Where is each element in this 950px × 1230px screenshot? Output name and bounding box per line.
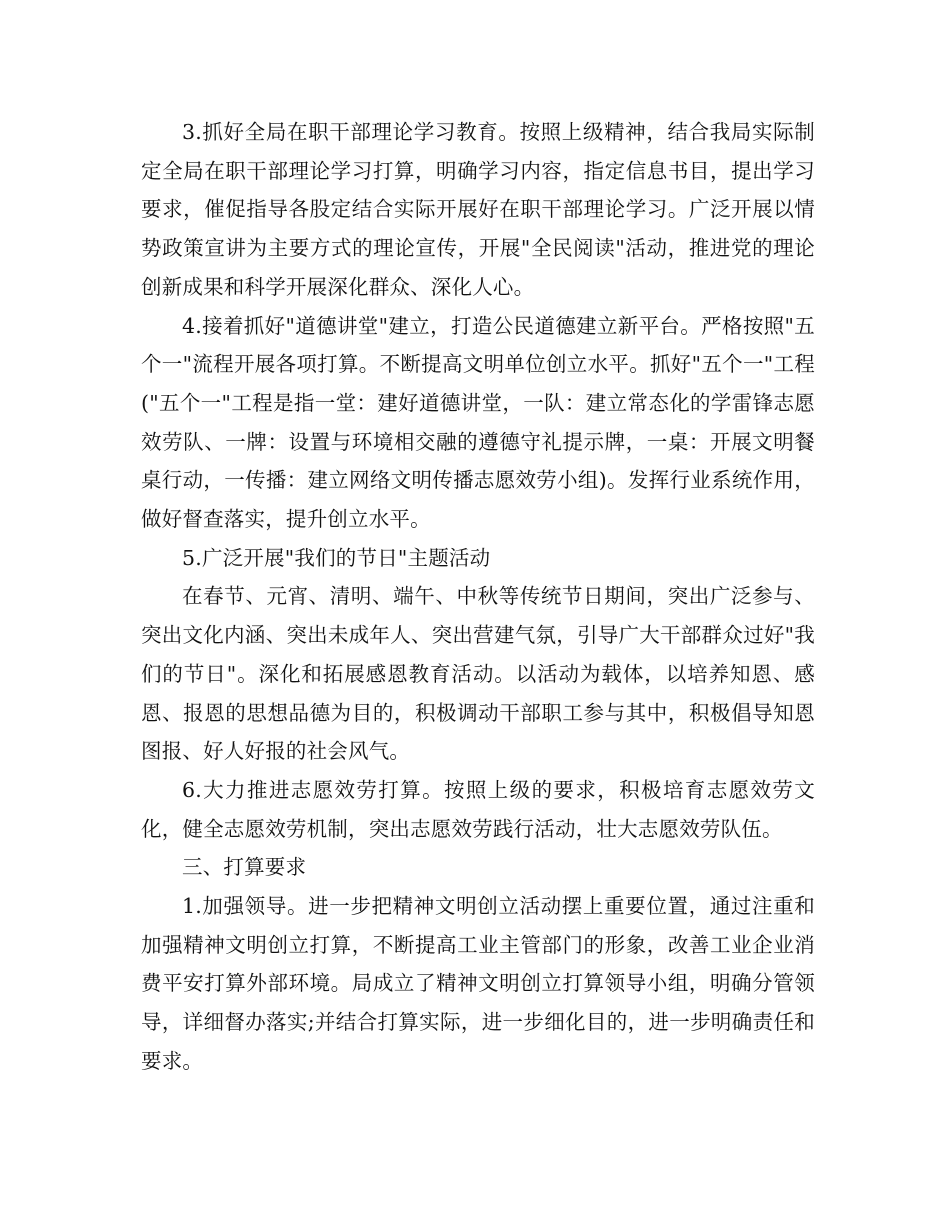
paragraph-festival-activities: 在春节、元宵、清明、端午、中秋等传统节日期间，突出广泛参与、突出文化内涵、突出未成年人、突出营建气氛，引导广大干部群众过好"我们的节日"。深化和拓展感恩教育活动。以活动为载体，以培养知恩、感恩、报恩的思想品德为目的，积极调动干部职工参与其中，积极倡导知恩图报、好人好报的社会风气。 [141,584,815,764]
section-heading-requirements: 三、打算要求 [182,855,307,880]
paragraph-our-festivals-heading: 5.广泛开展"我们的节日"主题活动 [182,545,491,570]
paragraph-moral-lecture-hall: 4.接着抓好"道德讲堂"建立，打造公民道德建立新平台。严格按照"五个一"流程开展各项打算。不断提高文明单位创立水平。抓好"五个一"工程("五个一"工程是指一堂：建好道德讲堂，一队：建立常态化的学雷锋志愿效劳队、一牌：设置与环境相交融的遵德守礼提示牌，一桌：开展文明餐桌行动，一传播：建立网络文明传播志愿效劳小组)。发挥行业系统作用，做好督查落实，提升创立水平。 [141,313,815,532]
paragraph-theory-study: 3.抓好全局在职干部理论学习教育。按照上级精神，结合我局实际制定全局在职干部理论学习打算，明确学习内容，指定信息书目，提出学习要求，催促指导各股定结合实际开展好在职干部理论学习。广泛开展以情势政策宣讲为主要方式的理论宣传，开展"全民阅读"活动，推进党的理论创新成果和科学开展深化群众、深化人心。 [141,120,815,299]
paragraph-strengthen-leadership: 1.加强领导。进一步把精神文明创立活动摆上重要位置，通过注重和加强精神文明创立打算，不断提高工业主管部门的形象，改善工业企业消费平安打算外部环境。局成立了精神文明创立打算领导小组，明确分管领导，详细督办落实;并结合打算实际，进一步细化目的，进一步明确责任和要求。 [141,894,815,1073]
document-body [141,113,815,1081]
paragraph-volunteer-service: 6.大力推进志愿效劳打算。按照上级的要求，积极培育志愿效劳文化，健全志愿效劳机制，突出志愿效劳践行活动，壮大志愿效劳队伍。 [141,777,815,841]
